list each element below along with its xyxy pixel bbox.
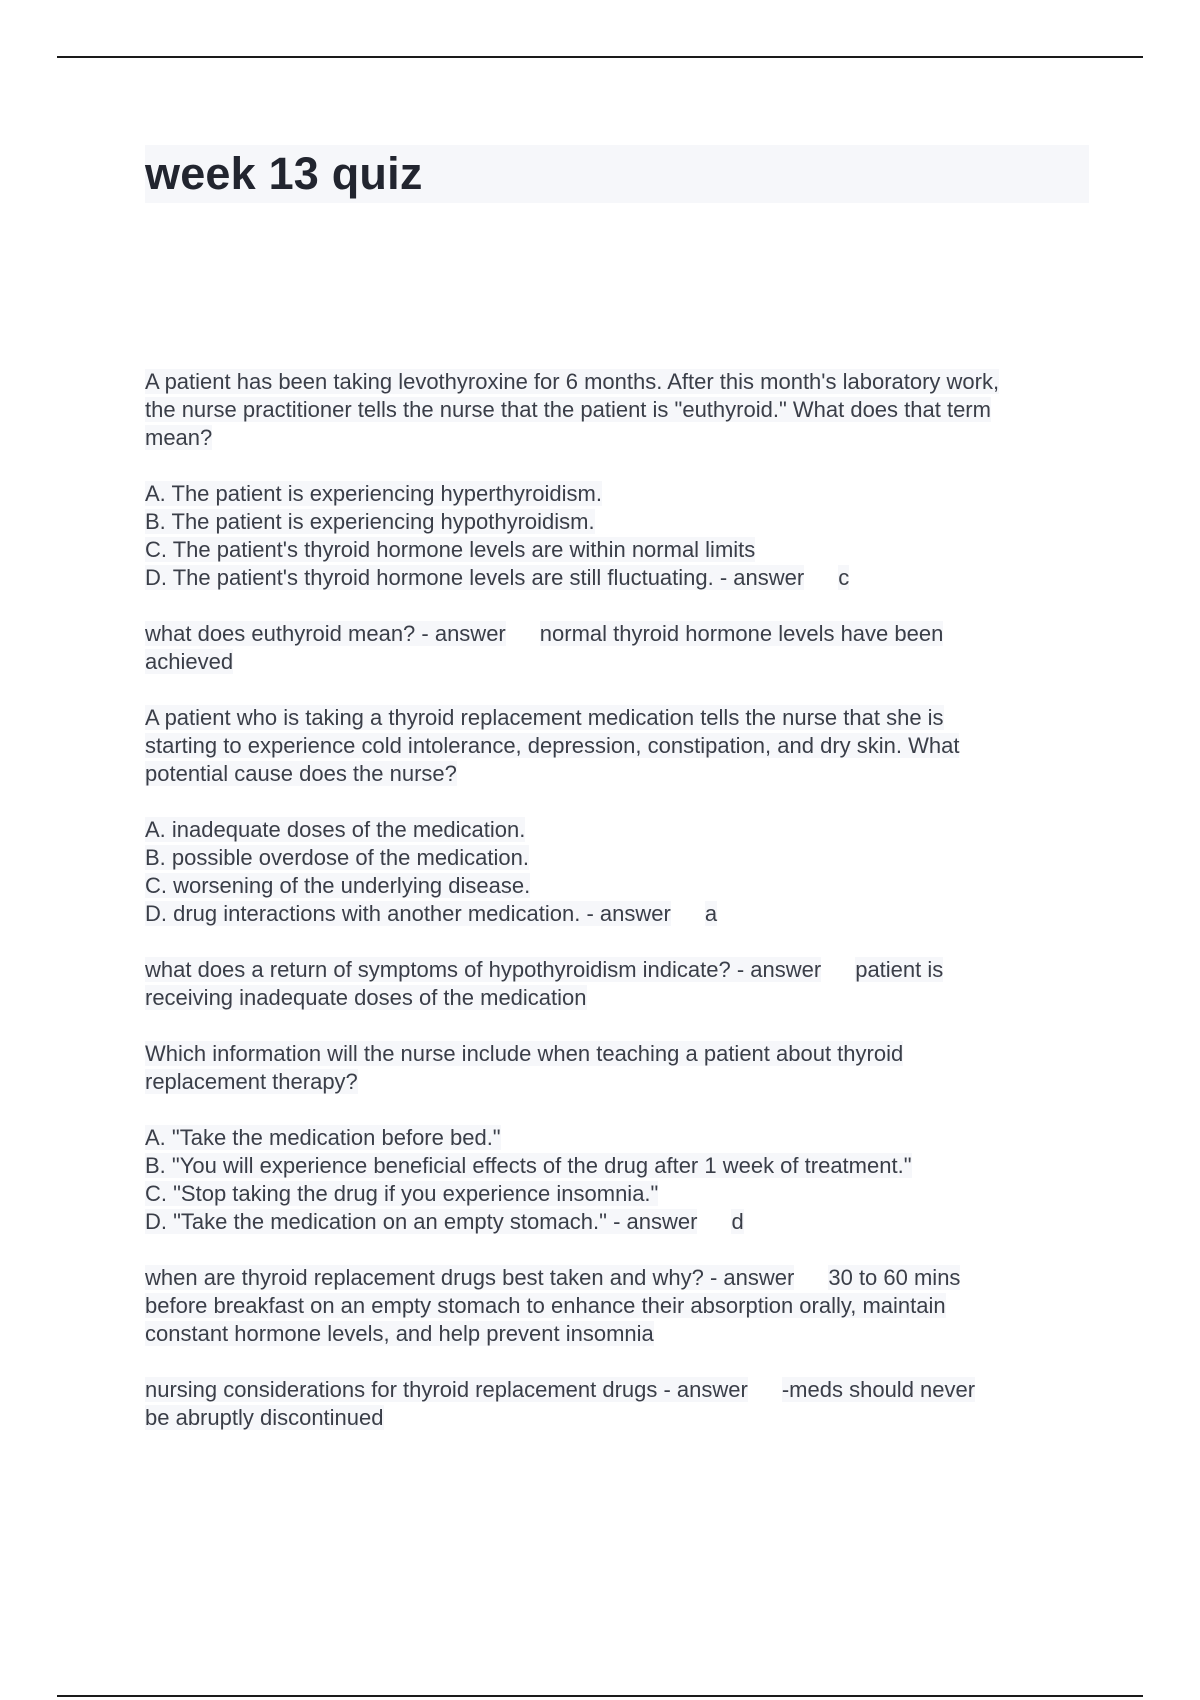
bottom-rule (57, 1695, 1143, 1697)
question-line: starting to experience cold intolerance, depression, constipation, and dry skin. What (145, 733, 960, 758)
flashcard-answer: 30 to 60 mins (828, 1265, 961, 1290)
flashcard-answer-cont: receiving inadequate doses of the medication (145, 985, 587, 1010)
flashcard-question: when are thyroid replacement drugs best taken and why? - answer (145, 1265, 795, 1290)
options-block-2 (145, 816, 1095, 928)
question-line: replacement therapy? (145, 1069, 358, 1094)
flashcard-question: what does a return of symptoms of hypothyroidism indicate? - answer (145, 957, 822, 982)
question-line: A patient has been taking levothyroxine for 6 months. After this month's laboratory work, (145, 369, 1000, 394)
page-title: week 13 quiz (145, 145, 1089, 203)
answer-value: a (704, 901, 718, 926)
question-block-3 (145, 1040, 1095, 1096)
option-d: D. "Take the medication on an empty stomach." - answer (145, 1209, 698, 1234)
option-d: D. The patient's thyroid hormone levels are still fluctuating. - answer (145, 565, 805, 590)
option-c: C. The patient's thyroid hormone levels are within normal limits (145, 537, 756, 562)
flashcard-answer: normal thyroid hormone levels have been (539, 621, 944, 646)
flashcard-question: what does euthyroid mean? - answer (145, 621, 506, 646)
question-line: mean? (145, 425, 213, 450)
question-line: potential cause does the nurse? (145, 761, 457, 786)
quiz-content (145, 368, 1095, 1460)
flashcard-answer-cont: constant hormone levels, and help prevent insomnia (145, 1321, 654, 1346)
answer-value: c (838, 565, 850, 590)
option-b: B. possible overdose of the medication. (145, 845, 530, 870)
option-a: A. inadequate doses of the medication. (145, 817, 526, 842)
option-c: C. "Stop taking the drug if you experience insomnia." (145, 1181, 659, 1206)
flashcard-answer: patient is (855, 957, 944, 982)
answer-value: d (731, 1209, 744, 1234)
flashcard-3 (145, 1264, 1095, 1348)
flashcard-4 (145, 1376, 1095, 1432)
option-c: C. worsening of the underlying disease. (145, 873, 531, 898)
options-block-1 (145, 480, 1095, 592)
flashcard-answer-cont: before breakfast on an empty stomach to enhance their absorption orally, maintain (145, 1293, 946, 1318)
top-rule (57, 56, 1143, 58)
option-a: A. "Take the medication before bed." (145, 1125, 501, 1150)
option-b: B. "You will experience beneficial effects of the drug after 1 week of treatment." (145, 1153, 912, 1178)
question-line: the nurse practitioner tells the nurse that the patient is "euthyroid." What does that term (145, 397, 991, 422)
flashcard-answer: -meds should never (781, 1377, 976, 1402)
options-block-3 (145, 1124, 1095, 1236)
option-d: D. drug interactions with another medication. - answer (145, 901, 671, 926)
question-block-2 (145, 704, 1095, 788)
flashcard-2 (145, 956, 1095, 1012)
flashcard-answer-cont: be abruptly discontinued (145, 1405, 384, 1430)
flashcard-1 (145, 620, 1095, 676)
question-line: Which information will the nurse include when teaching a patient about thyroid (145, 1041, 904, 1066)
flashcard-question: nursing considerations for thyroid replacement drugs - answer (145, 1377, 748, 1402)
option-b: B. The patient is experiencing hypothyroidism. (145, 509, 595, 534)
flashcard-answer-cont: achieved (145, 649, 234, 674)
option-a: A. The patient is experiencing hyperthyroidism. (145, 481, 602, 506)
question-line: A patient who is taking a thyroid replacement medication tells the nurse that she is (145, 705, 944, 730)
question-block-1 (145, 368, 1095, 452)
